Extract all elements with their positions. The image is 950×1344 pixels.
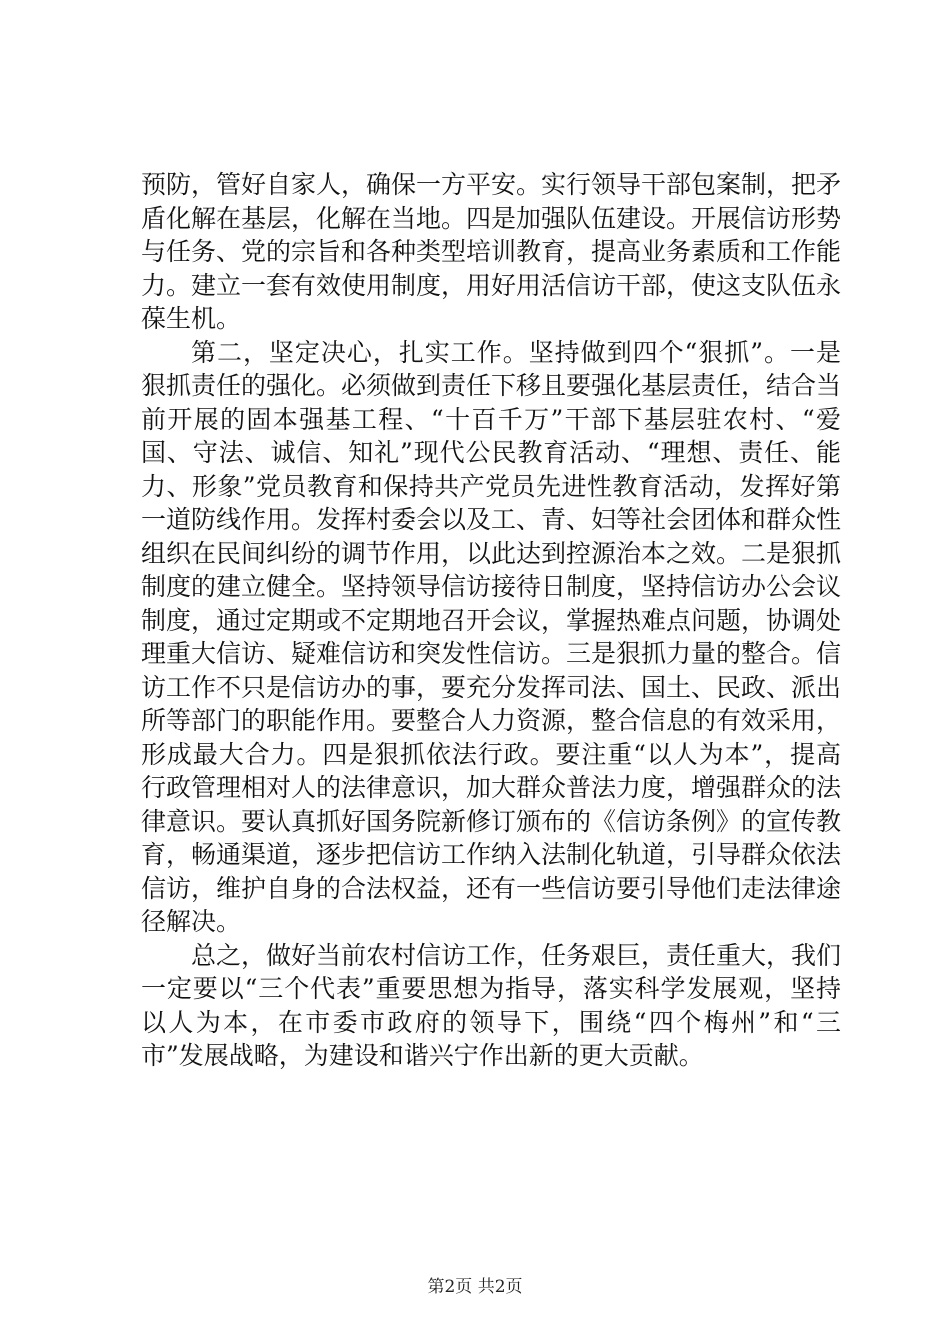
paragraph-conclusion: 总之，做好当前农村信访工作，任务艰巨，责任重大，我们一定要以“三个代表”重要思想为指导，落实科学发展观，坚持以人为本，在市委市政府的领导下，围绕“四个梅州”和“三市”发展战略，为建设和谐兴宁作出新的更大贡献。: [141, 940, 842, 1070]
document-body: [141, 168, 841, 1073]
page-number-footer: 第2页 共2页: [427, 1277, 523, 1297]
paragraph-second-point: 第二，坚定决心，扎实工作。坚持做到四个“狠抓”。一是狠抓责任的强化。必须做到责任下移且要强化基层责任，结合当前开展的固本强基工程、“十百千万”干部下基层驻农村、“爱国、守法、诚信、知礼”现代公民教育活动、“理想、责任、能力、形象”党员教育和保持共产党员先进性教育活动，发挥好第一道防线作用。发挥村委会以及工、青、妇等社会团体和群众性组织在民间纠纷的调节作用，以此达到控源治本之效。二是狠抓制度的建立健全。坚持领导信访接待日制度，坚持信访办公会议制度，通过定期或不定期地召开会议，掌握热难点问题，协调处理重大信访、疑难信访和突发性信访。三是狠抓力量的整合。信访工作不只是信访办的事，要充分发挥司法、国土、民政、派出所等部门的职能作用。要整合人力资源，整合信息的有效采用，形成最大合力。四是狠抓依法行政。要注重“以人为本”，提高行政管理相对人的法律意识，加大群众普法力度，增强群众的法律意识。要认真抓好国务院新修订颁布的《信访条例》的宣传教育，畅通渠道，逐步把信访工作纳入法制化轨道，引导群众依法信访，维护自身的合法权益，还有一些信访要引导他们走法律途径解决。: [141, 337, 842, 936]
paragraph-continuation: 预防，管好自家人，确保一方平安。实行领导干部包案制，把矛盾化解在基层，化解在当地。四是加强队伍建设。开展信访形势与任务、党的宗旨和各种类型培训教育，提高业务素质和工作能力。建立一套有效使用制度，用好用活信访干部，使这支队伍永葆生机。: [141, 170, 842, 333]
